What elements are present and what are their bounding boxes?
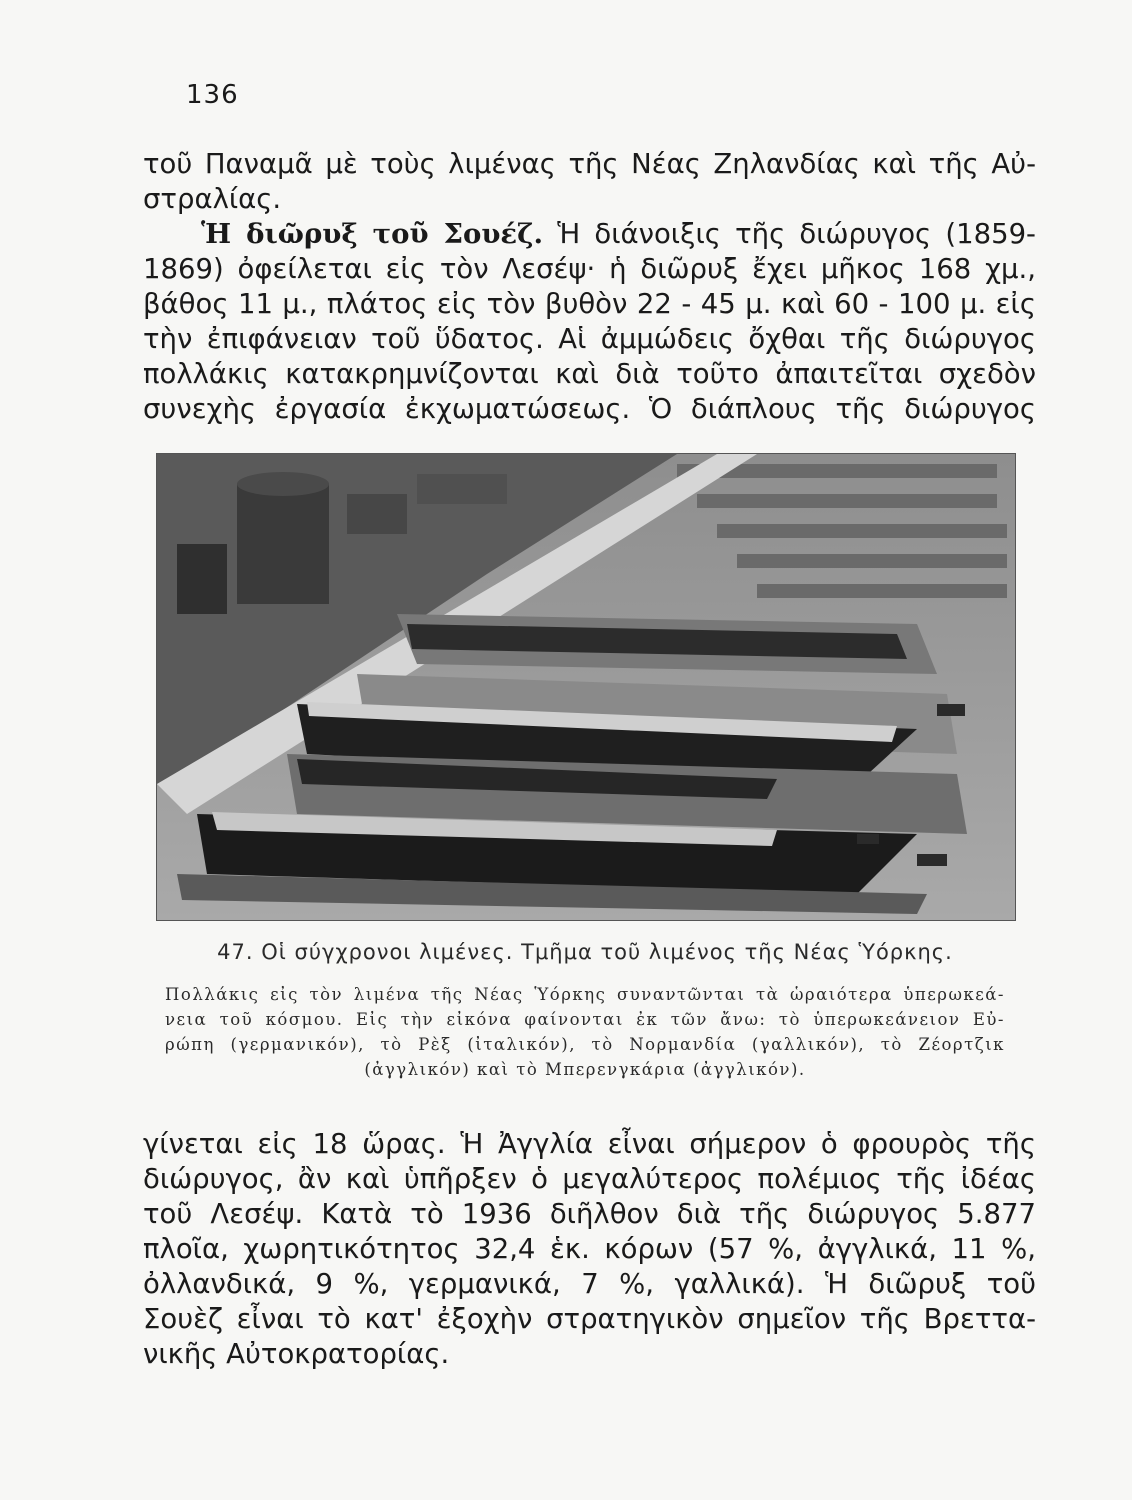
text-line: βάθος 11 μ., πλάτος εἰς τὸν βυθὸν 22 - 45 μ. καὶ 60 - 100 μ. εἰς: [143, 288, 1036, 320]
text-line: νικῆς Αὐτοκρατορίας.: [143, 1338, 450, 1370]
text-line: γίνεται εἰς 18 ὥρας. Ἡ Ἀγγλία εἶναι σήμερον ὁ φρουρὸς τῆς: [143, 1128, 1036, 1160]
figure-detail: [165, 982, 1005, 1082]
text-line: διώρυγος, ἂν καὶ ὑπῆρξεν ὁ μεγαλύτερος πολέμιος τῆς ἰδέας: [143, 1163, 1036, 1195]
text-line: τοῦ Παναμᾶ μὲ τοὺς λιμένας τῆς Νέας Ζηλανδίας καὶ τῆς Αὐ-: [143, 148, 1036, 180]
text-line: Σουὲζ εἶναι τὸ κατ' ἐξοχὴν στρατηγικὸν σημεῖον τῆς Βρεττα-: [143, 1303, 1036, 1335]
top-paragraph: [143, 147, 1036, 427]
text-line-rest: Ἡ διάνοιξις τῆς διώρυγος (1859-: [543, 218, 1036, 250]
caption-line: (ἀγγλικόν) καὶ τὸ Μπερενγκάρια (ἀγγλικόν).: [364, 1060, 806, 1079]
page-number: 136: [186, 80, 239, 110]
text-line: τὴν ἐπιφάνειαν τοῦ ὕδατος. Αἱ ἀμμώδεις ὄχθαι τῆς διώρυγος: [143, 323, 1036, 355]
text-line: ὀλλανδικά, 9 %, γερμανικά, 7 %, γαλλικά). Ἡ διῶρυξ τοῦ: [143, 1268, 1036, 1300]
caption-line: Πολλάκις εἰς τὸν λιμένα τῆς Νέας Ὑόρκης συναντῶνται τὰ ὡραιότερα ὑπερωκεά-: [165, 985, 1005, 1004]
text-line: πλοῖα, χωρητικότητος 32,4 ἑκ. κόρων (57 %, ἀγγλικά, 11 %,: [143, 1233, 1036, 1265]
figure-caption: 47. Οἱ σύγχρονοι λιμένες. Τμῆμα τοῦ λιμένος τῆς Νέας Ὑόρκης.: [217, 940, 953, 964]
text-line: [143, 217, 1036, 252]
harbor-photo: [156, 453, 1016, 921]
text-line: πολλάκις κατακρημνίζονται καὶ διὰ τοῦτο ἀπαιτεῖται σχεδὸν: [143, 358, 1036, 390]
harbor-photo-illustration: [157, 454, 1015, 920]
section-heading: Ἡ διῶρυξ τοῦ Σουέζ.: [201, 218, 544, 250]
text-line: στραλίας.: [143, 183, 282, 215]
text-line: συνεχὴς ἐργασία ἐκχωματώσεως. Ὁ διάπλους τῆς διώρυγος: [143, 393, 1036, 425]
text-line: 1869) ὀφείλεται εἰς τὸν Λεσέψ· ἡ διῶρυξ ἔχει μῆκος 168 χμ.,: [143, 253, 1036, 285]
text-line: τοῦ Λεσέψ. Κατὰ τὸ 1936 διῆλθον διὰ τῆς διώρυγος 5.877: [143, 1198, 1036, 1230]
caption-line: ρώπη (γερμανικόν), τὸ Ρὲξ (ἰταλικόν), τὸ Νορμανδία (γαλλικόν), τὸ Ζέορτζικ: [165, 1035, 1005, 1054]
caption-line: νεια τοῦ κόσμου. Εἰς τὴν εἰκόνα φαίνονται ἐκ τῶν ἄνω: τὸ ὑπερωκεάνειον Εὐ-: [165, 1010, 1005, 1029]
bottom-paragraph: [143, 1127, 1036, 1372]
